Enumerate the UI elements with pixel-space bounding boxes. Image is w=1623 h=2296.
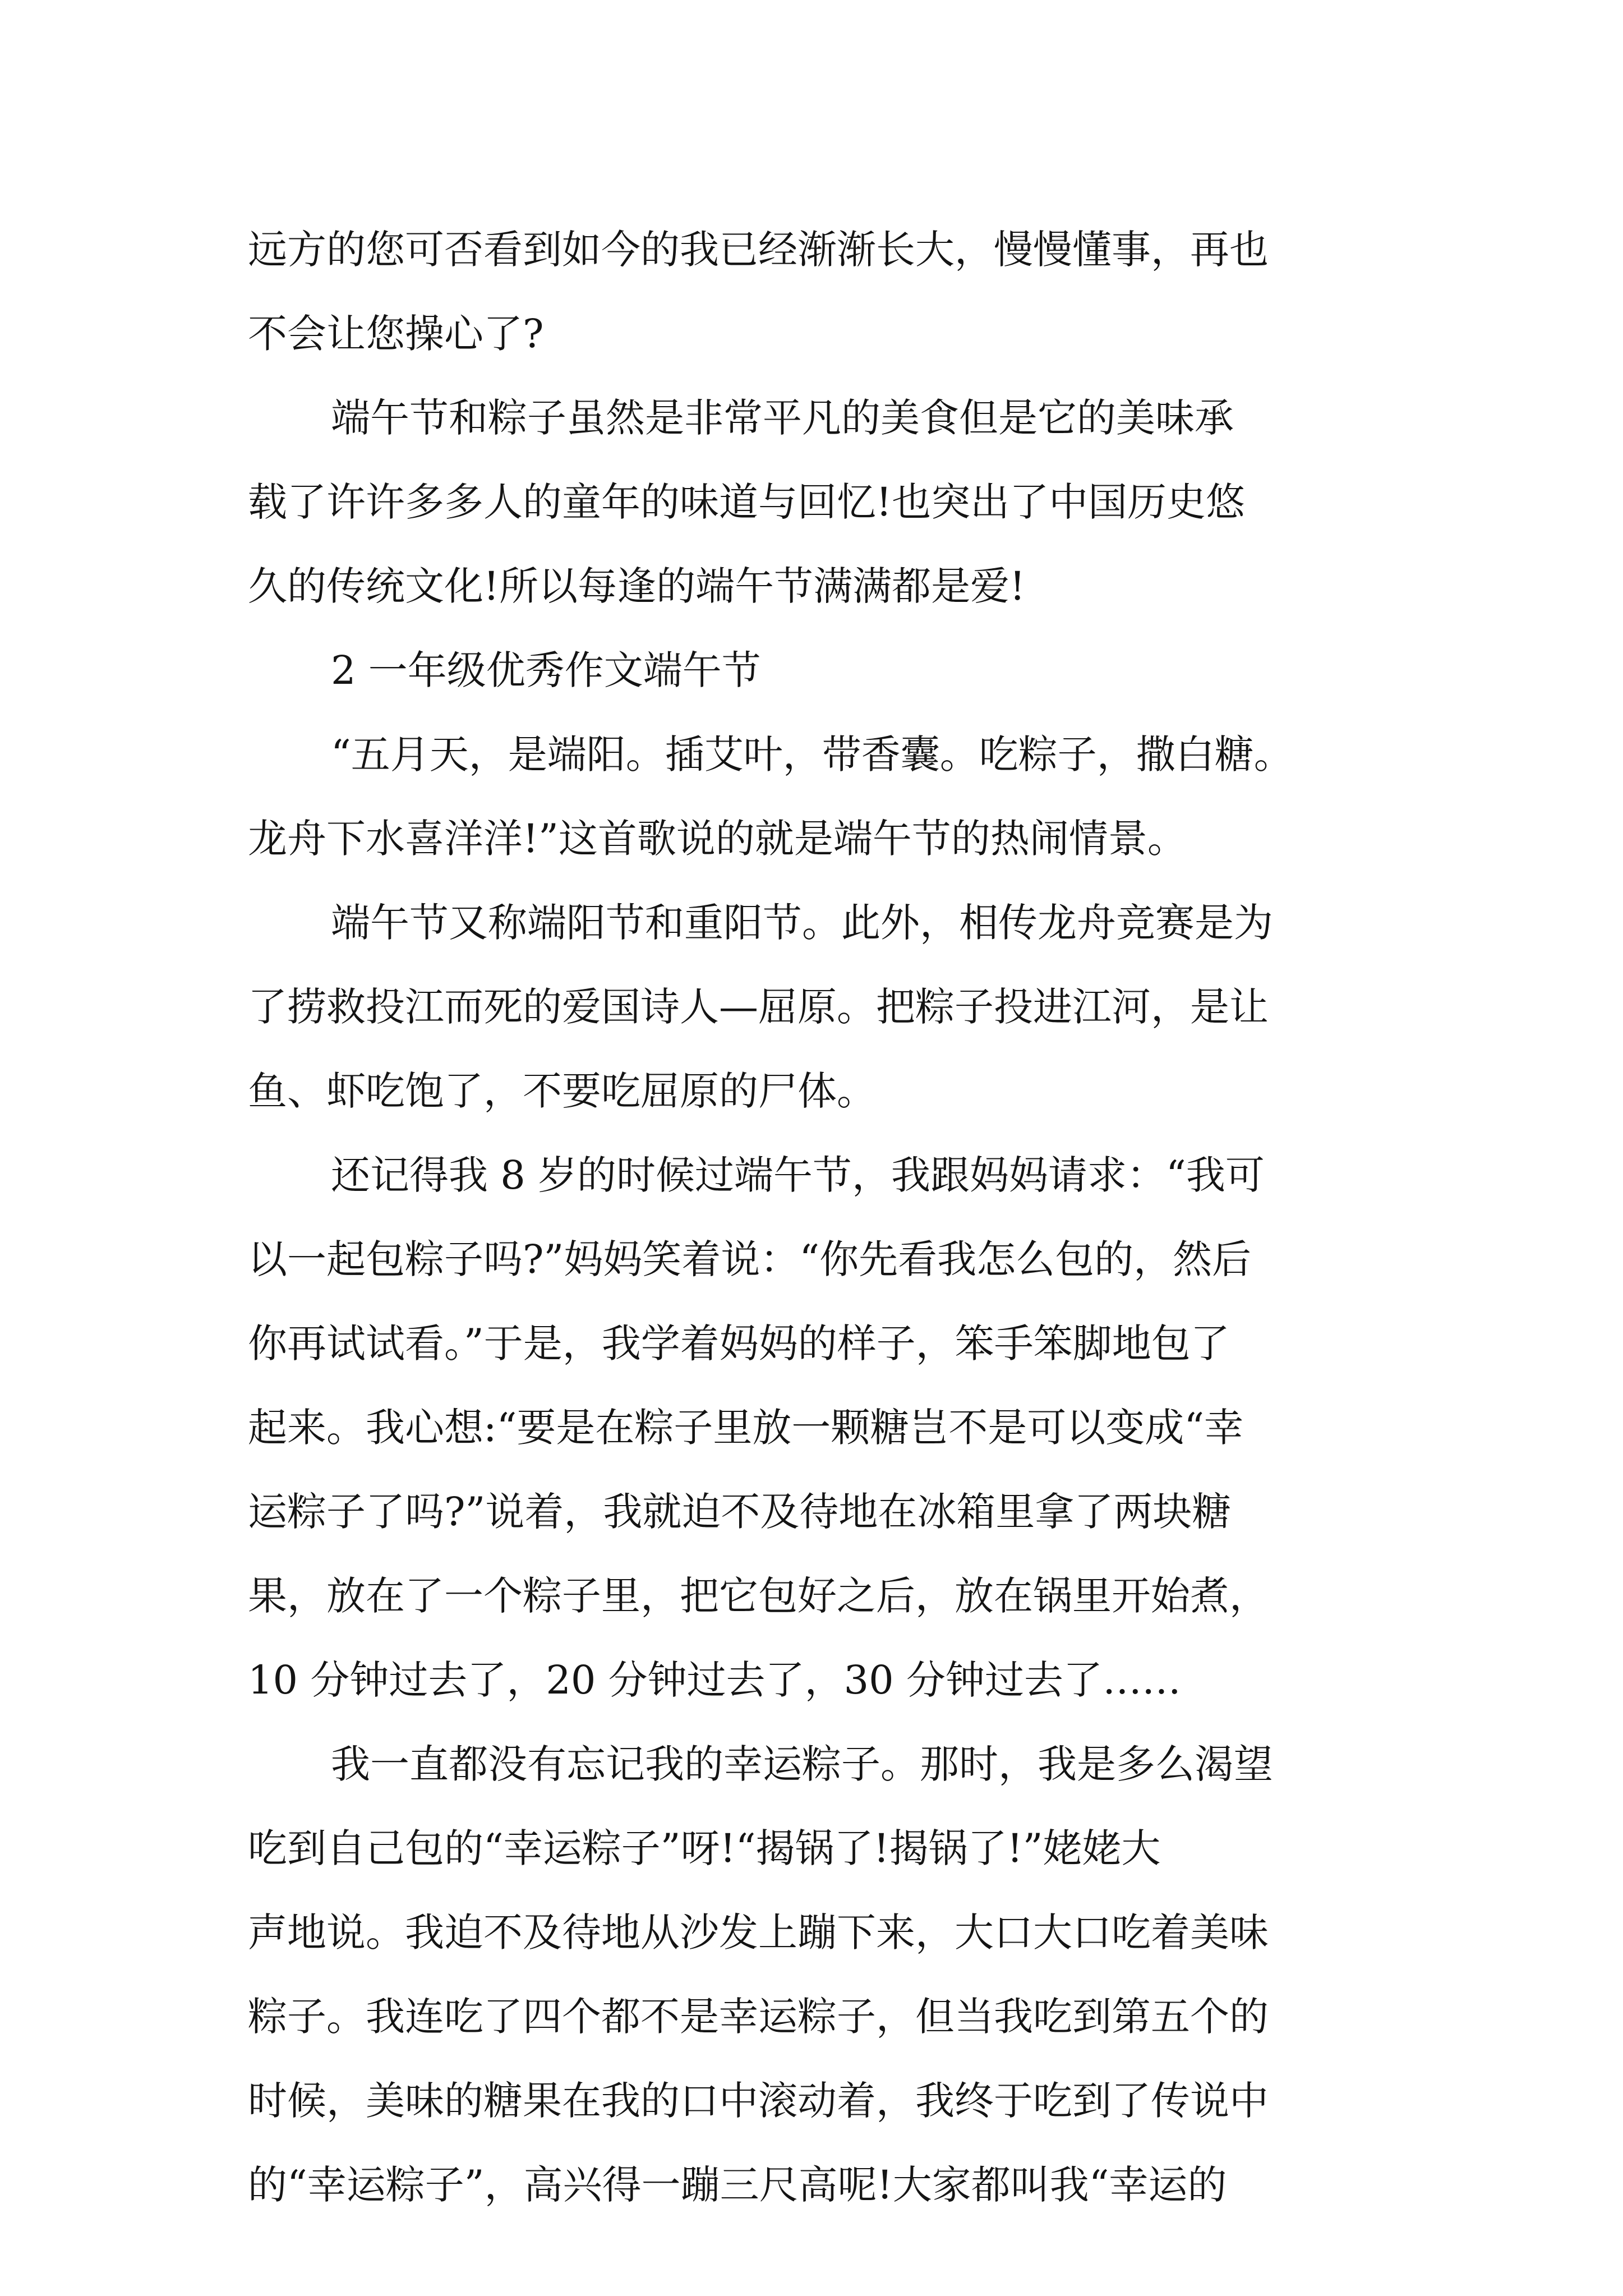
text-line: 龙舟下水喜洋洋!”这首歌说的就是端午节的热闹情景。 [248, 816, 1187, 862]
text-line: 你再试试看。”于是，我学着妈妈的样子，笨手笨脚地包了 [248, 1320, 1230, 1366]
text-line: 起来。我心想:“要是在粽子里放一颗糖岂不是可以变成“幸 [248, 1405, 1244, 1451]
text-line: 载了许许多多人的童年的味道与回忆!也突出了中国历史悠 [248, 479, 1246, 525]
text-line: 时候，美味的糖果在我的口中滚动着，我终于吃到了传说中 [248, 2078, 1269, 2124]
text-line: 吃到自己包的“幸运粽子”呀!“揭锅了!揭锅了!”姥姥大 [248, 1825, 1161, 1871]
text-line: 10 分钟过去了，20 分钟过去了，30 分钟过去了…… [248, 1657, 1181, 1703]
paragraph-start-line: 我一直都没有忘记我的幸运粽子。那时，我是多么渴望 [331, 1741, 1273, 1787]
text-line: 不会让您操心了? [248, 311, 544, 357]
body-text [248, 208, 1376, 2227]
text-line: 粽子。我连吃了四个都不是幸运粽子，但当我吃到第五个的 [248, 1994, 1269, 2040]
paragraph-start-line: 端午节又称端阳节和重阳节。此外，相传龙舟竞赛是为 [331, 900, 1273, 946]
section-heading: 2 一年级优秀作文端午节 [331, 647, 761, 693]
text-line: 久的传统文化!所以每逢的端午节满满都是爱! [248, 563, 1026, 609]
text-line: 鱼、虾吃饱了，不要吃屈原的尸体。 [248, 1068, 876, 1114]
text-line: 以一起包粽子吗?”妈妈笑着说：“你先看我怎么包的，然后 [248, 1236, 1252, 1282]
text-line: 果，放在了一个粽子里，把它包好之后，放在锅里开始煮， [248, 1573, 1269, 1619]
text-line: 声地说。我迫不及待地从沙发上蹦下来，大口大口吃着美味 [248, 1910, 1269, 1955]
paragraph-start-line: 还记得我 8 岁的时候过端午节，我跟妈妈请求：“我可 [331, 1152, 1265, 1198]
text-line: 运粽子了吗?”说着，我就迫不及待地在冰箱里拿了两块糖 [248, 1489, 1232, 1535]
paragraph-start-line: “五月天，是端阳。插艾叶，带香囊。吃粽子，撒白糖。 [331, 731, 1293, 777]
text-line: 远方的您可否看到如今的我已经渐渐长大，慢慢懂事，再也 [248, 227, 1269, 273]
paragraph-start-line: 端午节和粽子虽然是非常平凡的美食但是它的美味承 [331, 395, 1234, 441]
text-line: 的“幸运粽子”，高兴得一蹦三尺高呢!大家都叫我“幸运的 [248, 2162, 1227, 2208]
text-line: 了捞救投江而死的爱国诗人—屈原。把粽子投进江河，是让 [248, 984, 1269, 1030]
